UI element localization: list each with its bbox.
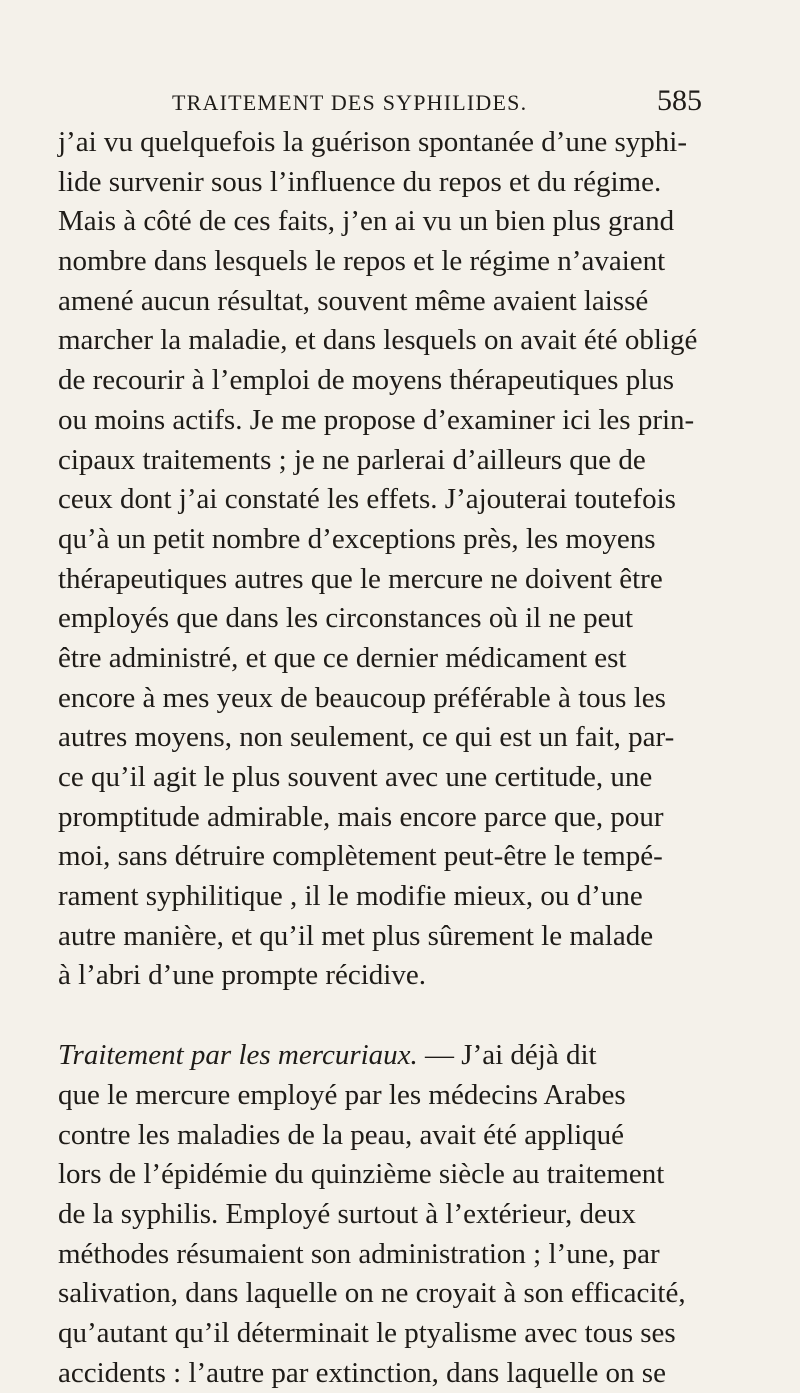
text-line-27: de la syphilis. Employé surtout à l’extérieur, deux [58, 1197, 636, 1230]
text-line-30: qu’autant qu’il déterminait le ptyalisme avec tous ses [58, 1316, 676, 1349]
text-line-12: thérapeutiques autres que le mercure ne doivent être [58, 562, 663, 595]
text-line-18: promptitude admirable, mais encore parce que, pour [58, 800, 664, 833]
text-line-8: ou moins actifs. Je me propose d’examiner ici les prin- [58, 403, 695, 436]
text-line-9: cipaux traitements ; je ne parlerai d’ailleurs que de [58, 443, 646, 476]
section-heading: Traitement par les mercuriaux. [58, 1039, 418, 1072]
text-line-10: ceux dont j’ai constaté les effets. J’ajouterai toutefois [58, 483, 676, 516]
section-heading-text: — J’ai déjà dit [425, 1039, 597, 1072]
text-line-31: accidents : l’autre par extinction, dans laquelle on se [58, 1356, 666, 1389]
text-line-3: Mais à côté de ces faits, j’en ai vu un bien plus grand [58, 205, 675, 238]
text-line-21: autre manière, et qu’il met plus sûrement le malade [58, 919, 654, 952]
text-line-4: nombre dans lesquels le repos et le régime n’avaient [58, 245, 666, 278]
main-text [58, 123, 708, 1393]
text-line-26: lors de l’épidémie du quinzième siècle au traitement [58, 1158, 665, 1191]
text-line-19: moi, sans détruire complètement peut-être le tempé- [58, 840, 663, 873]
text-line-2: lide survenir sous l’influence du repos et du régime. [58, 165, 662, 198]
text-line-22: à l’abri d’une prompte récidive. [58, 959, 426, 992]
text-line-14: être administré, et que ce dernier médicament est [58, 641, 627, 674]
text-line-28: méthodes résumaient son administration ; l’une, par [58, 1237, 660, 1270]
text-line-6: marcher la maladie, et dans lesquels on avait été obligé [58, 324, 698, 357]
section-heading-line [58, 1036, 708, 1076]
text-line-13: employés que dans les circonstances où il ne peut [58, 602, 634, 635]
text-line-24: que le mercure employé par les médecins Arabes [58, 1078, 626, 1111]
page-number: 585 [657, 84, 702, 117]
text-line-5: amené aucun résultat, souvent même avaient laissé [58, 284, 649, 317]
text-line-16: autres moyens, non seulement, ce qui est un fait, par- [58, 721, 675, 754]
text-line-11: qu’à un petit nombre d’exceptions près, les moyens [58, 522, 656, 555]
paragraph-gap [58, 996, 708, 1036]
text-line-17: ce qu’il agit le plus souvent avec une certitude, une [58, 761, 653, 793]
running-head [172, 84, 702, 120]
text-line-1: j’ai vu quelquefois la guérison spontanée d’une syphi- [58, 126, 687, 158]
text-line-15: encore à mes yeux de beaucoup préférable à tous les [58, 681, 666, 714]
text-line-29: salivation, dans laquelle on ne croyait à son efficacité, [58, 1277, 686, 1310]
running-title: TRAITEMENT DES SYPHILIDES. [172, 90, 528, 115]
text-line-7: de recourir à l’emploi de moyens thérapeutiques plus [58, 364, 675, 397]
text-line-20: rament syphilitique , il le modifie mieux, ou d’une [58, 880, 643, 913]
text-line-25: contre les maladies de la peau, avait été appliqué [58, 1118, 625, 1151]
